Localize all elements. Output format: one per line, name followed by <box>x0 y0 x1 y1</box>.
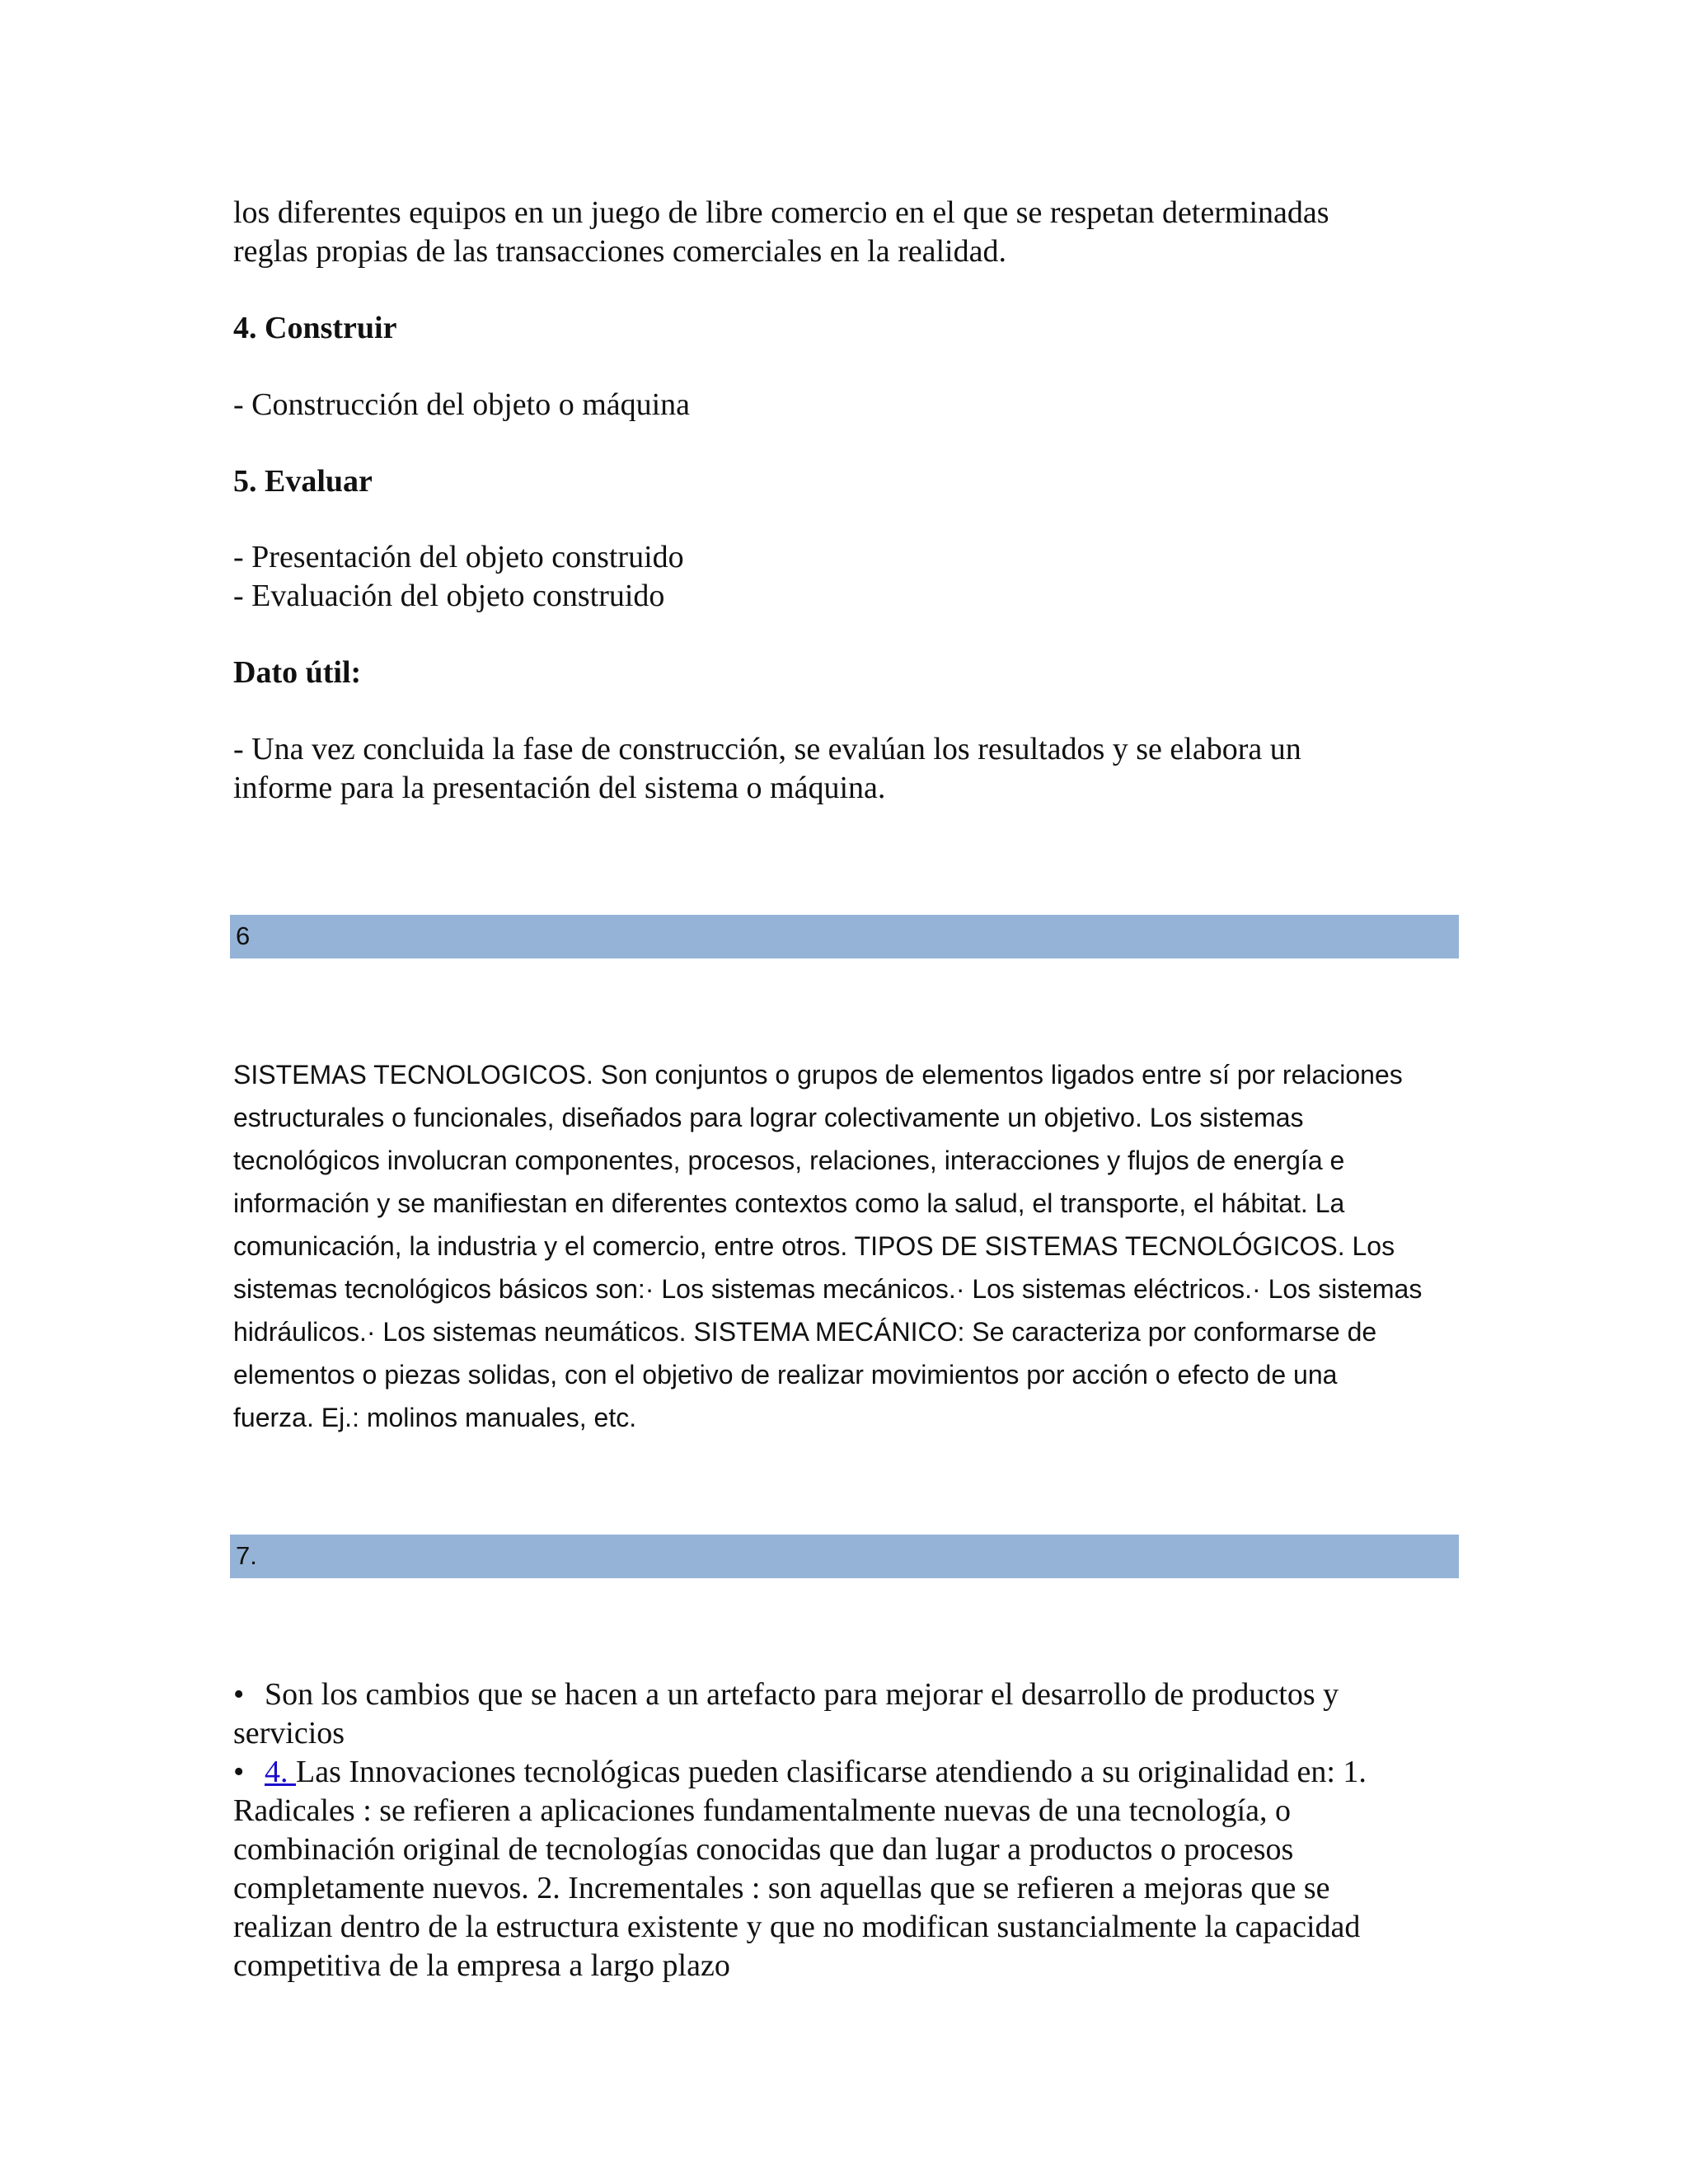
construir-item: - Construcción del objeto o máquina <box>233 387 691 422</box>
evaluar-list <box>233 538 1470 616</box>
heading-construir: 4. Construir <box>233 311 397 345</box>
sistemas-line: tecnológicos involucran componentes, procesos, relaciones, interacciones y flujos de energía e <box>233 1146 1345 1175</box>
sistemas-line: información y se manifiestan en diferentes contextos como la salud, el transporte, el hábitat. La <box>233 1188 1345 1218</box>
dato-paragraph <box>233 730 1470 808</box>
section-band-7-label: 7. <box>236 1541 257 1570</box>
sistemas-line: sistemas tecnológicos básicos son:· Los sistemas mecánicos.· Los sistemas eléctricos.· Los sistemas <box>233 1274 1423 1304</box>
bullet-item-1 <box>233 1675 1470 1753</box>
evaluar-item-1: - Presentación del objeto construido <box>233 540 684 574</box>
heading-dato-util: Dato útil: <box>233 655 362 690</box>
bullet-1-line-2: servicios <box>233 1716 345 1750</box>
sistemas-line: SISTEMAS TECNOLOGICOS. Son conjuntos o grupos de elementos ligados entre sí por relaciones <box>233 1060 1403 1090</box>
bullet-2-line: combinación original de tecnologías conocidas que dan lugar a productos o procesos <box>233 1832 1294 1867</box>
sistemas-line: hidráulicos.· Los sistemas neumáticos. SISTEMA MECÁNICO: Se caracteriza por conformarse de <box>233 1317 1377 1347</box>
dato-line-1: - Una vez concluida la fase de construcción, se evalúan los resultados y se elabora un <box>233 732 1301 766</box>
intro-line-2: reglas propias de las transacciones comerciales en la realidad. <box>233 234 1006 269</box>
section-band-7 <box>230 1535 1459 1578</box>
sistemas-paragraph <box>233 1053 1470 1439</box>
reference-link[interactable]: 4. <box>265 1755 296 1789</box>
bullet-1-line-1: Son los cambios que se hacen a un artefacto para mejorar el desarrollo de productos y <box>265 1677 1339 1712</box>
sistemas-line: comunicación, la industria y el comercio, entre otros. TIPOS DE SISTEMAS TECNOLÓGICOS. Los <box>233 1231 1395 1261</box>
evaluar-item-2: - Evaluación del objeto construido <box>233 579 665 613</box>
sistemas-line: elementos o piezas solidas, con el objetivo de realizar movimientos por acción o efecto de una <box>233 1360 1338 1390</box>
bullet-2-line: realizan dentro de la estructura existente y que no modifican sustancialmente la capacidad <box>233 1910 1361 1944</box>
section-band-6-label: 6 <box>236 921 251 950</box>
bullet-icon: • <box>233 1677 245 1712</box>
dato-line-2: informe para la presentación del sistema o máquina. <box>233 771 886 805</box>
bullet-2-line-1: Las Innovaciones tecnológicas pueden clasificarse atendiendo a su originalidad en: 1. <box>296 1755 1367 1789</box>
sistemas-line: fuerza. Ej.: molinos manuales, etc. <box>233 1403 637 1432</box>
bullet-2-line: Radicales : se refieren a aplicaciones fundamentalmente nuevas de una tecnología, o <box>233 1793 1292 1828</box>
intro-paragraph <box>233 194 1470 271</box>
section-band-6 <box>230 915 1459 958</box>
heading-evaluar: 5. Evaluar <box>233 464 373 499</box>
bullet-icon: • <box>233 1755 245 1789</box>
bullet-2-line: competitiva de la empresa a largo plazo <box>233 1948 730 1983</box>
bullet-item-2 <box>233 1753 1470 1985</box>
sistemas-line: estructurales o funcionales, diseñados para lograr colectivamente un objetivo. Los sistemas <box>233 1103 1304 1132</box>
bullet-2-line: completamente nuevos. 2. Incrementales : son aquellas que se refieren a mejoras que se <box>233 1871 1330 1905</box>
intro-line-1: los diferentes equipos en un juego de libre comercio en el que se respetan determinadas <box>233 195 1329 230</box>
